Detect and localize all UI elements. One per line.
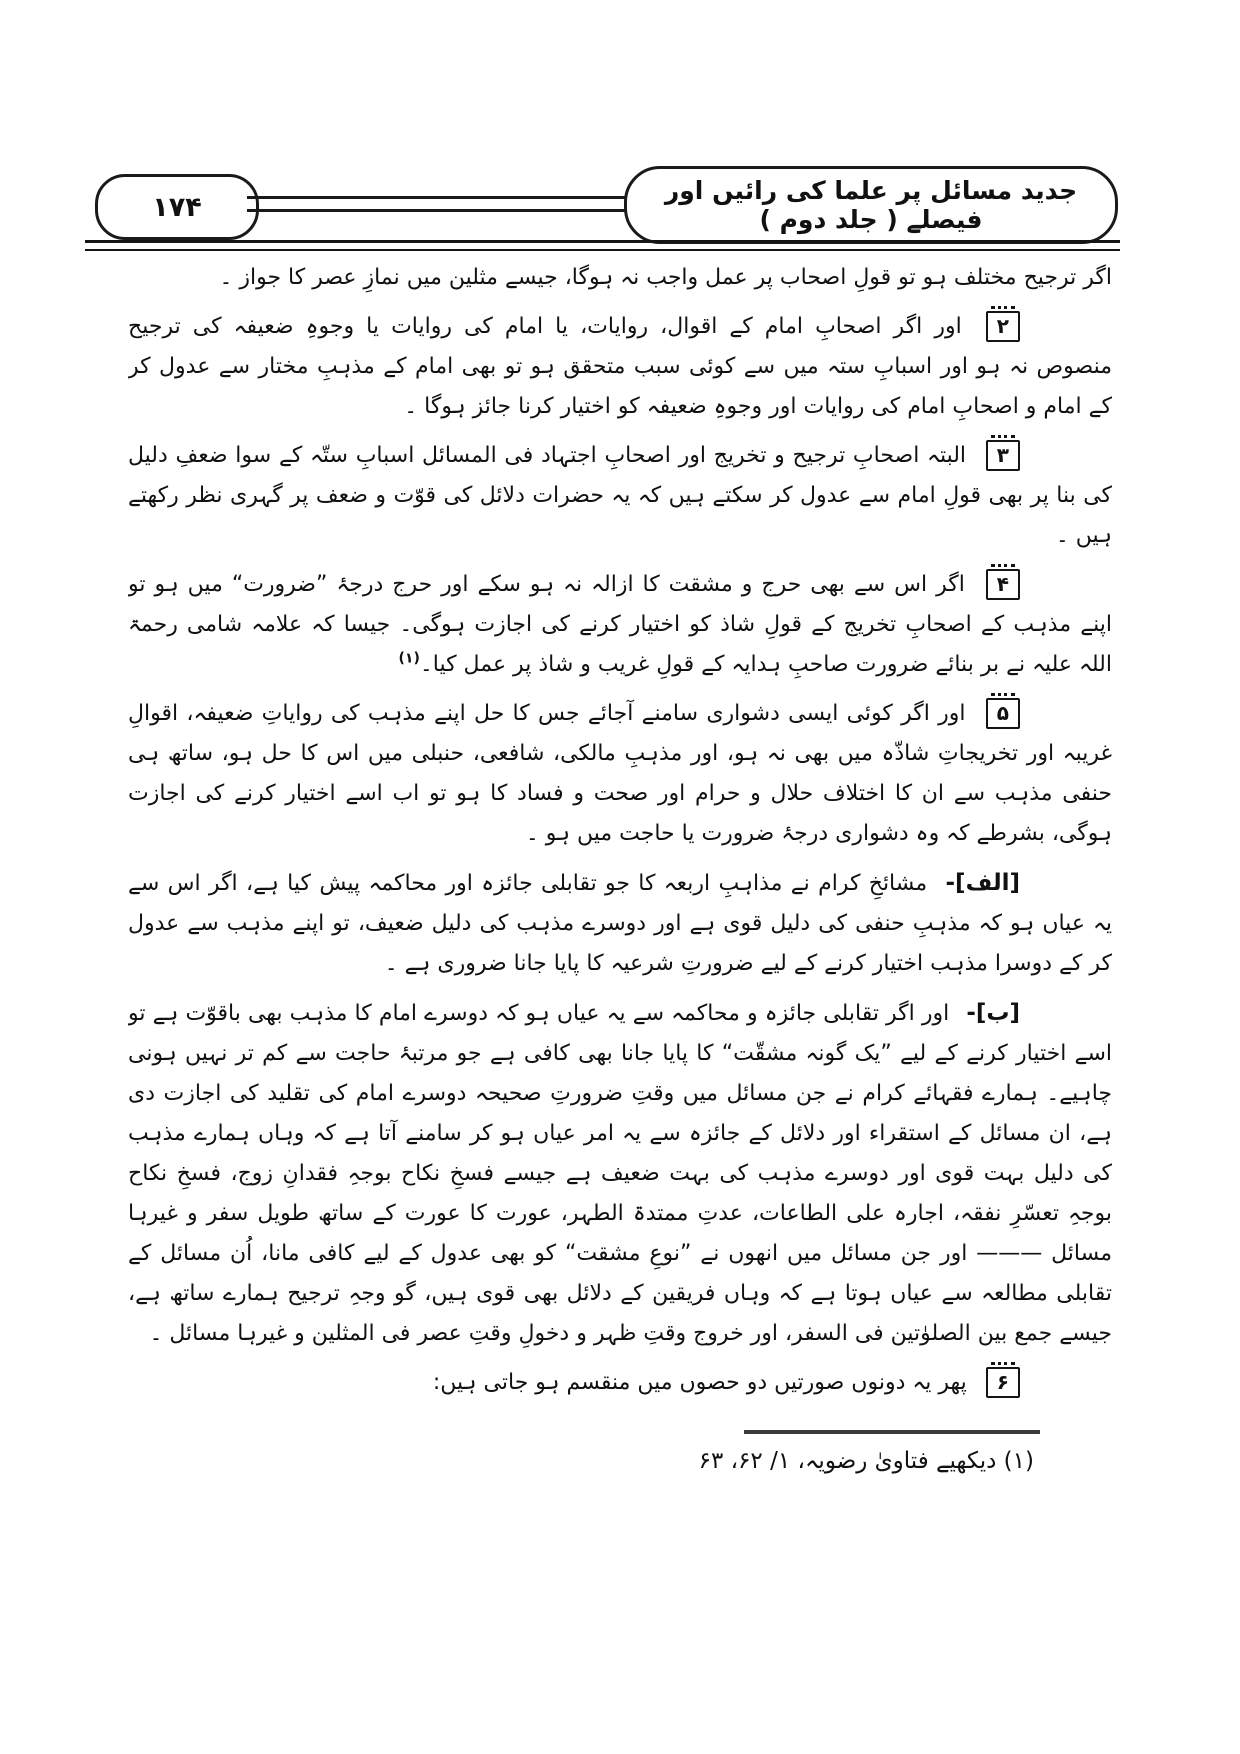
- header-divider: [85, 240, 1120, 251]
- paragraph-6-marker: ۶: [986, 1367, 1020, 1398]
- paragraph-alif-2: [128, 1412, 1112, 1418]
- paragraph-6-text: پھر یہ دونوں صورتیں دو حصوں میں منقسم ہو جاتی ہیں:: [432, 1370, 967, 1395]
- paragraph-2: [128, 307, 1112, 427]
- page-body: [128, 258, 1112, 1418]
- paragraph-4: [128, 565, 1112, 685]
- footnote: (۱) دیکھیے فتاویٰ رضویہ، ۱/ ۶۲، ۶۳: [698, 1448, 1034, 1474]
- paragraph-6: [128, 1363, 1112, 1403]
- paragraph-2-marker: ۲: [986, 311, 1020, 342]
- book-title: جدید مسائل پر علما کی رائیں اور فیصلے ( جلد دوم ): [664, 176, 1078, 234]
- footnote-reference: (۱): [398, 650, 420, 667]
- paragraph-alif-1-text: مشائخِ کرام نے مذاہبِ اربعہ کا جو تقابلی جائزہ اور محاکمہ پیش کیا ہے، اگر اس سے یہ عیاں ہو کہ مذہبِ حنفی کی دلیل قوی ہے اور دوسرے مذہب کی دلیل ضعیف، تو اپنے مذہب سے عدول کر کے دوسرا مذہب اختیار کرنے کے لیے ضرورتِ شرعیہ کا پایا جانا ضروری ہے ۔: [128, 871, 1112, 976]
- paragraph-5: [128, 694, 1112, 854]
- paragraph-2-text: اور اگر اصحابِ امام کے اقوال، روایات، یا امام کی روایات یا وجوہِ ضعیفہ کی ترجیح منصوص نہ ہو اور اسبابِ ستہ میں سے کوئی سبب متحقق ہو تو بھی امام کے مذہبِ مختار سے عدول کر کے امام و اصحابِ امام کی روایات اور وجوہِ ضعیفہ کو اختیار کرنا جائز ہوگا ۔: [128, 314, 1112, 419]
- page-header: [95, 166, 1118, 240]
- book-title-badge: [624, 166, 1118, 244]
- paragraph-alif-1-marker: [الف]-: [945, 870, 1020, 896]
- paragraph-be: [128, 993, 1112, 1354]
- paragraph-alif-1: [128, 863, 1112, 984]
- paragraph-be-marker: [ب]-: [966, 1000, 1020, 1026]
- paragraph-3: [128, 436, 1112, 556]
- footnote-divider: [744, 1430, 1040, 1434]
- intro-paragraph: [128, 258, 1112, 298]
- paragraph-be-text: اور اگر تقابلی جائزہ و محاکمہ سے یہ عیاں ہو کہ دوسرے امام کا مذہب بھی باقوّت ہے تو اسے اختیار کرنے کے لیے ”یک گونہ مشقّت“ کا پایا جانا بھی کافی ہے جو مرتبۂ حاجت سے کم تر نہیں ہونی چاہیے۔ ہمارے فقہائے کرام نے جن مسائل میں وقتِ ضرورتِ صحیحہ دوسرے امام کی تقلید کی اجازت دی ہے، ان مسائل کے استقراء اور دلائل کے جائزہ سے یہ امر عیاں ہو کر سامنے آتا ہے کہ وہاں ہمارے مذہب کی دلیل بہت قوی اور دوسرے مذہب کی بہت ضعیف ہے جیسے فسخِ نکاح بوجہِ فقدانِ زوج، فسخِ نکاح بوجہِ تعسّرِ نفقہ، اجارہ علی الطاعات، عدتِ ممتدۃ الطہر، عورت کا عورت کے ساتھ طویل سفر و غیرہا مسائل ——— اور جن مسائل میں انھوں نے ”نوعِ مشقت“ کو بھی عدول کے لیے کافی مانا، اُن مسائل کے تقابلی مطالعہ سے عیاں ہوتا ہے کہ وہاں فریقین کے دلائل بھی قوی ہیں، گو وجہِ ترجیح ہمارے ساتھ ہے، جیسے جمع بین الصلوٰتین فی السفر، اور خروج وقتِ ظہر و دخولِ وقتِ عصر فی المثلین و غیرہا مسائل ۔: [128, 1001, 1112, 1346]
- footnote-area: [610, 1430, 1040, 1474]
- paragraph-4-marker: ۴: [986, 569, 1020, 600]
- paragraph-3-marker: ۳: [986, 440, 1020, 471]
- paragraph-5-marker: ۵: [986, 698, 1020, 729]
- intro-text: اگر ترجیح مختلف ہو تو قولِ اصحاب پر عمل واجب نہ ہوگا، جیسے مثلین میں نمازِ عصر کا جواز ۔: [219, 265, 1112, 290]
- page-number: ۱۷۴: [152, 191, 202, 223]
- page-number-badge: [95, 174, 259, 240]
- paragraph-5-text: اور اگر کوئی ایسی دشواری سامنے آجائے جس کا حل اپنے مذہب کی روایاتِ ضعیفہ، اقوالِ غریبہ اور تخریجاتِ شاذّہ میں بھی نہ ہو، اور مذہبِ مالکی، شافعی، حنبلی میں اس کا حل ہو، ساتھ ہی حنفی مذہب سے ان کا اختلاف حلال و حرام اور صحت و فساد کا ہو تو اب اسے اختیار کرنے کی اجازت ہوگی، بشرطے کہ وہ دشواری درجۂ ضرورت یا حاجت میں ہو ۔: [128, 701, 1112, 846]
- header-connector-rule: [247, 196, 666, 212]
- paragraph-4-text: اگر اس سے بھی حرج و مشقت کا ازالہ نہ ہو سکے اور حرج درجۂ ”ضرورت“ میں ہو تو اپنے مذہب کے اصحابِ تخریج کے قولِ شاذ کو اختیار کرنے کی اجازت ہوگی۔ جیسا کہ علامہ شامی رحمۃ اللہ علیہ نے بر بنائے ضرورت صاحبِ ہدایہ کے قولِ غریب و شاذ پر عمل کیا۔: [128, 572, 1112, 677]
- paragraph-3-text: البتہ اصحابِ ترجیح و تخریج اور اصحابِ اجتہاد فی المسائل اسبابِ ستّہ کے سوا ضعفِ دلیل کی بنا پر بھی قولِ امام سے عدول کر سکتے ہیں کہ یہ حضرات دلائل کی قوّت و ضعف پر گہری نظر رکھتے ہیں ۔: [128, 443, 1112, 548]
